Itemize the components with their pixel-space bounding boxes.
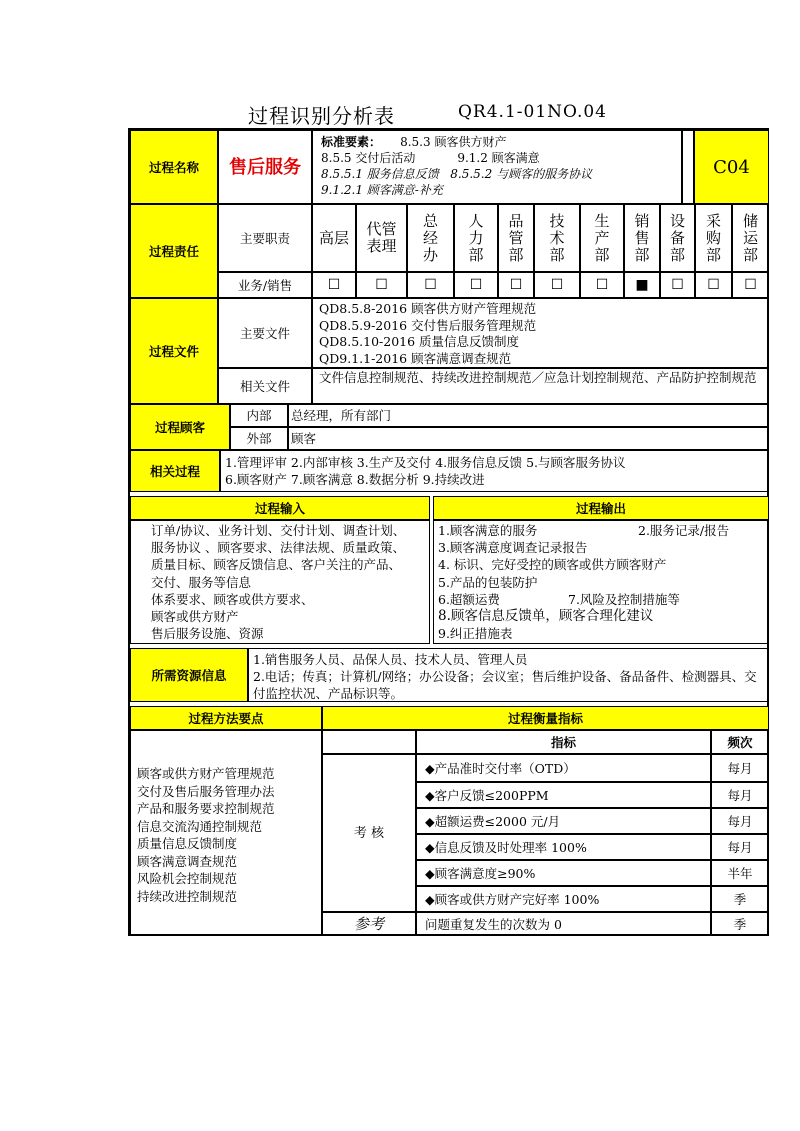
output-item: 7.风险及控制措施等 [568,591,680,607]
internal-value: 总经理，所有部门 [288,404,769,427]
metrics-col-indicator: 指标 [416,730,711,754]
std-item: 9.1.2.1 顾客满意-补充 [321,183,443,197]
dept-checkbox[interactable]: ☐ [454,272,498,298]
metric-frequency: 每月 [711,834,769,860]
process-table [128,128,769,936]
dept-name: 人力部 [468,211,484,264]
external-value: 顾客 [288,427,769,450]
dept-name: 采购部 [705,211,721,264]
metrics-col-frequency: 频次 [711,730,769,754]
std-item: 8.5.3 顾客供方财产 [400,135,507,149]
related-line: 6.顾客财产 7.顾客满意 8.数据分析 9.持续改进 [225,472,485,487]
metric-frequency: 每月 [711,782,769,808]
methods-list [130,730,322,936]
output-item: 8.顾客信息反馈单，顾客合理化建议 [438,608,654,625]
method-item: 质量信息反馈制度 [137,836,238,851]
standard-elements [312,130,682,204]
document-title: 过程识别分析表 [248,104,395,128]
std-item: 8.5.5.2 与顾客的服务协议 [450,167,593,181]
reference-frequency: 季 [711,912,769,936]
input-item: 质量目标、顾客反馈信息、客户关注的产品、 [151,557,402,573]
main-files-label: 主要文件 [218,298,312,368]
input-item: 服务协议 、顾客要求、法律法规、质量政策、 [151,540,405,556]
process-input-list [130,520,430,644]
output-item: 9.纠正措施表 [438,626,513,642]
dept-name: 生产部 [594,211,610,264]
dept-checkbox[interactable]: ☐ [660,272,695,298]
blank-cell [682,130,694,204]
dept-name: 代管表理 [366,220,397,255]
dept-header [660,204,695,272]
responsibility-label: 过程责任 [130,204,218,298]
dept-header [454,204,498,272]
method-item: 风险机会控制规范 [137,871,238,886]
method-item: 持续改进控制规范 [137,888,238,904]
dept-name: 设备部 [669,211,685,264]
metrics-header: 过程衡量指标 [322,706,769,730]
dept-checkbox[interactable]: ☐ [407,272,454,298]
resources-value [248,648,769,702]
metrics-blank-header [322,730,416,754]
dept-checkbox[interactable]: ☐ [695,272,732,298]
metric-frequency: 每月 [711,808,769,834]
dept-name: 技术部 [549,211,565,264]
metric-indicator: ◆客户反馈≤200PPM [416,782,711,808]
customers-label: 过程顾客 [130,404,230,450]
dept-header [356,204,407,272]
process-output-header: 过程输出 [433,496,769,520]
metric-indicator: ◆顾客或供方财产完好率 100% [416,886,711,912]
related-processes-label: 相关过程 [130,450,220,492]
document-code: QR4.1-01NO.04 [458,102,607,122]
dept-header [732,204,769,272]
process-name-label: 过程名称 [130,130,218,204]
dept-header [312,204,356,272]
output-item: 3.顾客满意度调查记录报告 [438,540,588,556]
methods-header: 过程方法要点 [130,706,322,730]
dept-checkbox[interactable]: ☐ [356,272,407,298]
dept-header [624,204,660,272]
process-output-list [433,520,769,644]
std-item: 9.1.2 顾客满意 [457,151,540,165]
dept-header [407,204,454,272]
dept-header [534,204,580,272]
dept-header [580,204,624,272]
input-item: 交付、服务等信息 [151,574,252,590]
output-item: 1.顾客满意的服务 [438,523,538,538]
resources-line: 2.电话；传真；计算机/网络；办公设备；会议室；售后维护设备、备品备件、检测器具、交付监控状况、产品标识等。 [253,669,757,701]
method-item: 产品和服务要求控制规范 [137,801,275,816]
main-duty-label: 主要职责 [218,204,312,272]
process-code: C04 [694,130,769,204]
dept-checkbox[interactable]: ☐ [732,272,769,298]
process-name-value: 售后服务 [218,130,312,204]
metric-indicator: ◆产品准时交付率（OTD） [416,754,711,782]
dept-checkbox[interactable]: ☐ [534,272,580,298]
exam-label: 考 核 [322,754,416,912]
dept-name: 储运部 [742,211,758,264]
metric-indicator: ◆信息反馈及时处理率 100% [416,834,711,860]
metric-frequency: 季 [711,886,769,912]
dept-checkbox[interactable]: ☐ [312,272,356,298]
main-file-item: QD8.5.8-2016 顾客供方财产管理规范 [319,301,537,316]
metric-indicator: ◆顾客满意度≥90% [416,860,711,886]
document-header [0,100,800,126]
metric-indicator: ◆超额运费≤2000 元/月 [416,808,711,834]
reference-label: 参考 [322,912,416,936]
method-item: 交付及售后服务管理办法 [137,783,275,799]
dept-name: 销售部 [634,211,650,264]
standard-label: 标准要素： [321,135,382,149]
resources-line: 1.销售服务人员、品保人员、技术人员、管理人员 [253,652,528,667]
related-files-label: 相关文件 [218,368,312,404]
dept-header [695,204,732,272]
internal-label: 内部 [230,404,288,427]
related-processes-value [220,450,769,492]
method-item: 顾客满意调查规范 [137,853,238,869]
metric-frequency: 半年 [711,860,769,886]
related-files-value: 文件信息控制规范、持续改进控制规范／应急计划控制规范、产品防护控制规范 [312,368,769,404]
main-files-list [312,298,769,368]
dept-name: 品管部 [508,211,524,264]
output-item: 5.产品的包装防护 [438,574,538,590]
output-item: 4. 标识、完好受控的顾客或供方顾客财产 [438,557,667,573]
resources-label: 所需资源信息 [130,648,248,702]
reference-indicator: 问题重复发生的次数为 0 [416,912,711,936]
dept-name: 总经办 [422,211,438,264]
dept-header [498,204,534,272]
metric-frequency: 每月 [711,754,769,782]
input-item: 顾客或供方财产 [151,609,239,625]
documents-label: 过程文件 [130,298,218,404]
main-file-item: QD8.5.10-2016 质量信息反馈制度 [319,334,520,349]
method-item: 顾客或供方财产管理规范 [137,766,275,781]
dept-checkbox[interactable]: ☐ [498,272,534,298]
input-item: 售后服务设施、资源 [151,626,264,642]
dept-name: 高层 [318,228,349,247]
external-label: 外部 [230,427,288,450]
main-file-item: QD8.5.9-2016 交付售后服务管理规范 [319,317,537,333]
std-item: 8.5.5 交付后活动 [321,151,416,165]
related-line: 1.管理评审 2.内部审核 3.生产及交付 4.服务信息反馈 5.与顾客服务协议 [225,455,626,470]
input-item: 订单/协议、业务计划、交付计划、调查计划、 [151,523,406,538]
method-item: 信息交流沟通控制规范 [137,818,263,834]
dept-checkbox[interactable]: ■ [624,272,660,298]
duty-row-label: 业务/销售 [218,272,312,298]
std-item: 8.5.5.1 服务信息反馈 [321,167,439,181]
process-input-header: 过程输入 [130,496,430,520]
main-file-item: QD9.1.1-2016 顾客满意调查规范 [319,350,512,366]
dept-checkbox[interactable]: ☐ [580,272,624,298]
output-item: 6.超额运费 [438,591,500,607]
input-item: 体系要求、顾客或供方要求、 [151,591,314,607]
output-item: 2.服务记录/报告 [638,523,730,538]
